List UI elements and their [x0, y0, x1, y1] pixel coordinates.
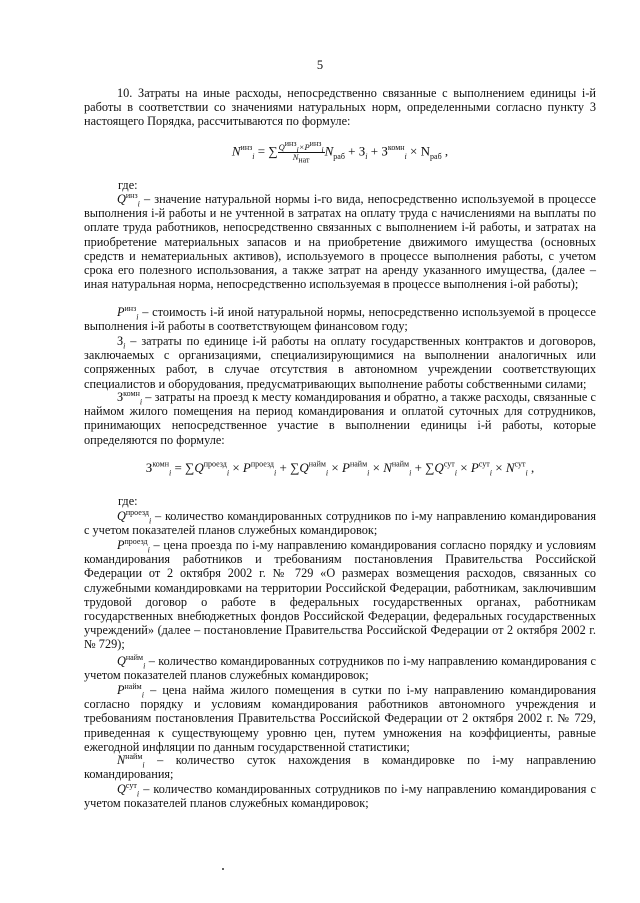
def-q-proezd: $Q^{проезд}_i$ – количество командированных сотрудников по i-му направлению командирования с учетом показателей планов служебных командировок;: [84, 507, 597, 538]
formula-n-inz: $N^{инз}_i$ = ∑ $\frac{Q^{инз}_i\times P^{инз}_i}{N_{нат}}$ $N_{раб} + З_i + З^{комн}_i \times N_{раб}$ ,: [231, 139, 449, 165]
def-z-komm: $З^{комн}_i$ – затраты на проезд к месту командирования и обратно, а также расходы, связанные с наймом жилого помещения на период командирования и оплатой суточных для сотрудников, принимающих непосредственное участие в выполнении единицы i-й работы, которые определяются по формуле:: [84, 388, 596, 447]
def-p-proezd: $P^{проезд}_i$ – цена проезда по i-му направлению командирования согласно порядку и условиям командирования работников и требованиям постановления Правительства Российской Федерации от 2 октября 2002 г. № 729 «О размерах возмещения расходов, связанных со служебными командировками на территории Российской Федерации, работникам, заключившим трудовой договор о работе в федеральных государственных органах, работникам государственных внебюджетных фондов Российской Федерации, федеральных государственных учреждений» (далее – постановление Правительства Российской Федерации от 2 октября 2002 г. № 729);: [84, 536, 596, 652]
def-q-naim: $Q^{найм}_i$ – количество командированных сотрудников по i-му направлению командирования с учетом показателей планов служебных командировок;: [84, 652, 596, 683]
def-q-sut: $Q^{сут}_i$ – количество командированных сотрудников по i-му направлению командирования с учетом показателей планов служебных командировок;: [84, 780, 597, 811]
formula-z-komm: $З^{комн}_i = \sum Q^{проезд}_i \times P^{проезд}_i + \sum Q^{найм}_i \times P^{найм}_i \times N^{найм}_i + \sum Q^{сут}_i \times P^{сут}_i \times N^{сут}_i$ ,: [145, 459, 535, 478]
formula-fraction: $\frac{Q^{инз}_i\times P^{инз}_i}{N_{нат}}$: [278, 139, 324, 165]
where-label-2: где:: [118, 494, 138, 508]
def-p-naim: $P^{найм}_i$ – цена найма жилого помещения в сутки по i-му направлению командирования согласно порядку и условиям командирования работников автономного учреждения и требованиям постановления Правительства Российской Федерации от 2 октября 2002 г. № 729, приведенная к существующему уровню цен, путем умножения на коэффициенты, равные ежегодной инфляции по данным государственной статистики;: [84, 681, 596, 754]
def-p-inz: $P^{инз}_i$ – стоимость i-й иной натуральной нормы, непосредственно используемой в процессе выполнения i-й работы в соответствующем финансовом году;: [84, 303, 596, 334]
page-number: 5: [316, 58, 324, 72]
scan-speck: [222, 868, 224, 870]
paragraph-10: 10. Затраты на иные расходы, непосредственно связанные с выполнением единицы i-й работы в соответствии со значениями натуральных норм, определенными согласно пункту 3 настоящего Порядка, рассчитываются по формуле:: [84, 86, 596, 129]
where-label-1: где:: [118, 178, 138, 192]
def-n-naim: $N^{найм}_i$ – количество суток нахождения в командировке по i-му направлению командирования;: [84, 751, 596, 782]
def-q-inz: $Q^{инз}_i$ – значение натуральной нормы i-го вида, непосредственно используемой в процессе выполнения i-й работы и не учтенной в затратах на оплату труда с начислениями на выплаты по оплате труда работников, непосредственно связанных с выполнением i-й работы, и затратах на приобретение материальных запасов и на приобретение движимого имущества (основных средств и нематериальных активов), используемого в процессе выполнения работы, с учетом срока его полезного использования, а также затрат на аренду указанного имущества, (далее – иная натуральная норма, непосредственно используемая в процессе выполнения i-ой работы);: [84, 190, 596, 292]
def-z: $З_i$ – затраты по единице i-й работы на оплату государственных контрактов и договоров, заключаемых с организациями, специализирующимися на выполнении аналогичных или сопряженных работ, в случае отсутствия в автономном учреждении соответствующих специалистов и оборудования, предусматривающих выполнение работы собственными силами;: [84, 334, 597, 391]
